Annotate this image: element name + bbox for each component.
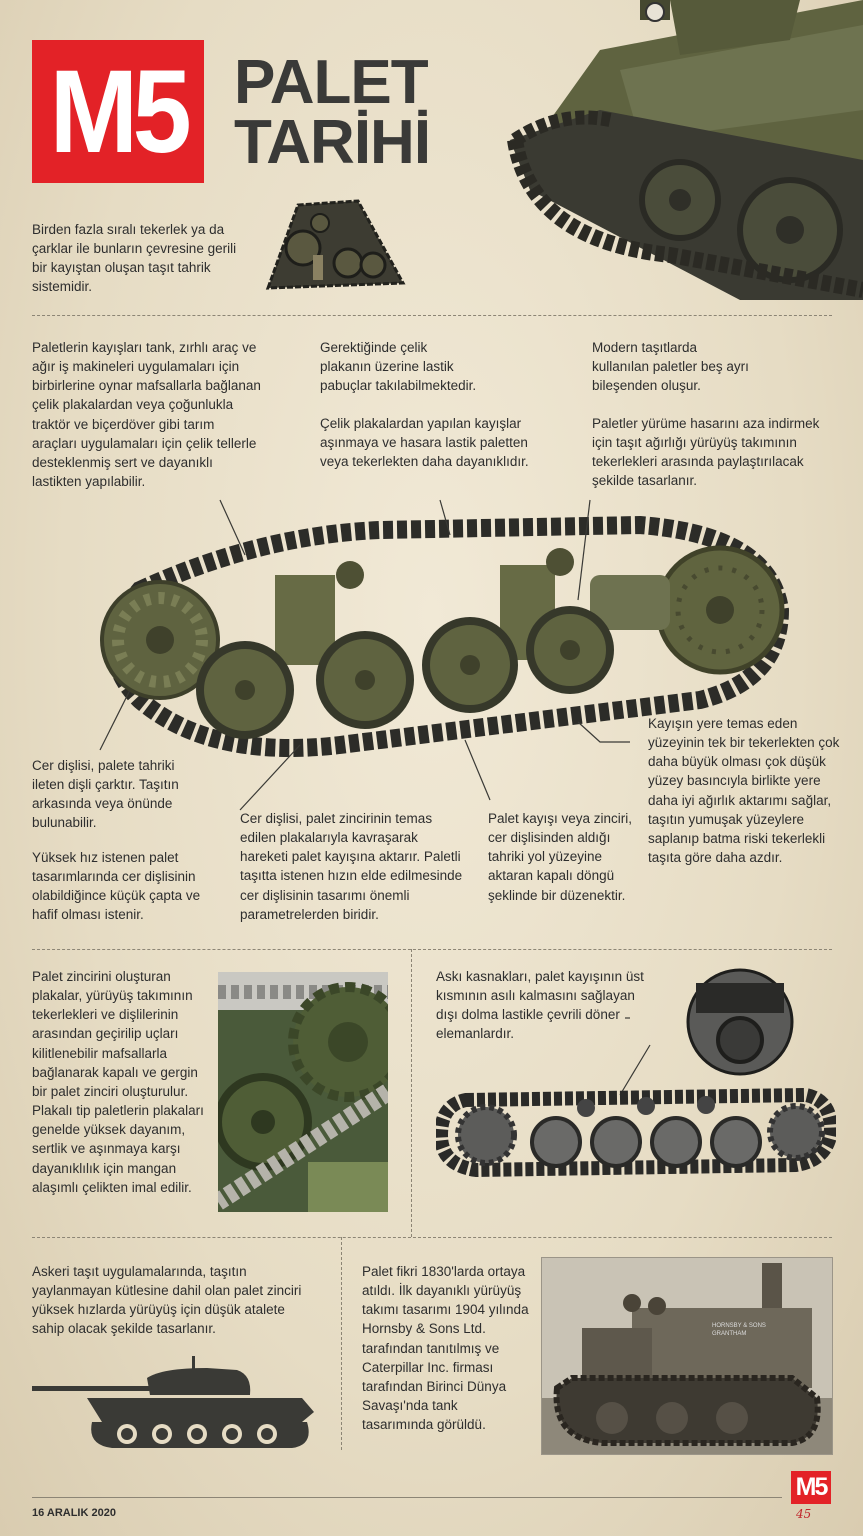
- sprocket-speed-text: Yüksek hız istenen palet tasarımlarında cer dişlisinin olabildiğince küçük çapta ve hafif olması istenir.: [32, 850, 201, 923]
- track-belt-text: Palet kayışı veya zinciri, cer dişlisinden aldığı tahriki yol yüzeyine aktaran kapalı döngü şeklinde bir düzenektir.: [488, 811, 633, 903]
- historic-tractor-photo: [541, 1257, 833, 1455]
- footer-signature: 45: [796, 1507, 812, 1521]
- footer-date: 16 ARALIK 2020: [32, 1507, 116, 1519]
- components-text: Modern taşıtlarda kullanılan paletler beş ayrı bileşenden oluşur.: [592, 340, 749, 394]
- tractor-sign-text: HORNSBY & SONS GRANTHAM: [712, 1323, 766, 1337]
- rubber-pads-text: Gerektiğinde çelik plakanın üzerine lastik pabuçlar takılabilmektedir.: [320, 340, 477, 394]
- weight-distribution-text: Paletler yürüme hasarını aza indirmek için taşıt ağırlığı yürüyüş takımının tekerlekleri arasında paylaştırılacak şekilde tasarlanır.: [592, 416, 820, 489]
- sprocket-engagement-text: Cer dişlisi, palet zincirinin temas edilen plakalarıyla kavraşarak hareketi palet kayışına aktarır. Paletli taşıtta istenen hızın elde edilmesinde cer dişlisinin tasarımı önemli parametrelerden biridir.: [240, 811, 463, 922]
- materials-text: Paletlerin kayışları tank, zırhlı araç ve ağır iş makineleri uygulamaları için birbirlerine oynar mafsallarla bağlanan çelik plakalardan veya çoğunlukla traktör ve biçerdöver gibi tarım araçları uygulamaları için çelik tellerle desteklenmiş sert ve dayanıklı lastikten yapılabilir.: [32, 340, 261, 490]
- return-rollers-text: Askı kasnakları, palet kayışının üst kısmının asılı kalmasını sağlayan dışı dolma lastikle çevrili döner elemanlardır.: [436, 969, 644, 1042]
- vertical-divider-1: [411, 949, 412, 1237]
- chain-plates-text: Palet zincirini oluşturan plakalar, yürüyüş takımının tekerlekleri ve dişlilerinin arasından geçirilip uçları kilitlenebilir mafsallarla bağlanarak kapalı ve gergin bir palet zinciri oluşturulur. Plakalı tip paletlerin plakaları genelde yüksek dayanım, sertlik ve aşınmaya karşı dayanıklılık için mangan alaşımlı çelikten imal edilir.: [32, 969, 204, 1195]
- divider-2: [32, 949, 832, 950]
- ground-pressure-text: Kayışın yere temas eden yüzeyinin tek bir tekerlekten çok daha büyük olması çok düşük yüzey basıncıyla birlikte yere daha iyi ağırlık aktarımı sağlar, taşıtın yumuşak yüzeylere saplanıp batma riski tekerlekli taşıta göre daha azdır.: [648, 716, 840, 866]
- page-title-line1: PALET: [234, 48, 428, 117]
- military-text: Askeri taşıt uygulamalarında, taşıtın yaylanmayan kütlesine dahil olan palet zinciri yüksek hızlarda yürüyüş için düşük atalete sahip olacak şekilde tasarlanır.: [32, 1264, 302, 1337]
- sprocket-definition-text: Cer dişlisi, palete tahriki ileten dişli çarktır. Taşıtın arkasında veya önünde bulunabilir.: [32, 758, 179, 831]
- m5-logo: M5: [32, 40, 204, 183]
- track-render: [436, 1080, 836, 1180]
- footer-rule: [32, 1497, 782, 1498]
- vertical-divider-2: [341, 1237, 342, 1450]
- durability-text: Çelik plakalardan yapılan kayışlar aşınmaya ve hasara lastik paletten veya tekerlekten daha dayanıklıdır.: [320, 416, 529, 470]
- divider-3: [32, 1237, 832, 1238]
- footer-m5-logo: M5: [791, 1471, 831, 1504]
- sprocket-photo: [218, 972, 388, 1212]
- intro-definition: Birden fazla sıralı tekerlek ya da çarklar ile bunların çevresine gerili bir kayıştan oluşan taşıt tahrik sistemidir.: [32, 222, 237, 295]
- page-title-line2: TARİHİ: [234, 108, 431, 177]
- roller-closeup: [686, 968, 794, 1076]
- history-text: Palet fikri 1830'larda ortaya atıldı. İlk dayanıklı yürüyüş takımı tasarımı 1904 yılında Hornsby & Sons Ltd. tarafından tanıtılmış ve Caterpillar Inc. firması tarafından Birinci Dünya Savaşı'nda tank tasarımında görüldü.: [362, 1264, 529, 1433]
- tank-silhouette-icon: [32, 1350, 314, 1450]
